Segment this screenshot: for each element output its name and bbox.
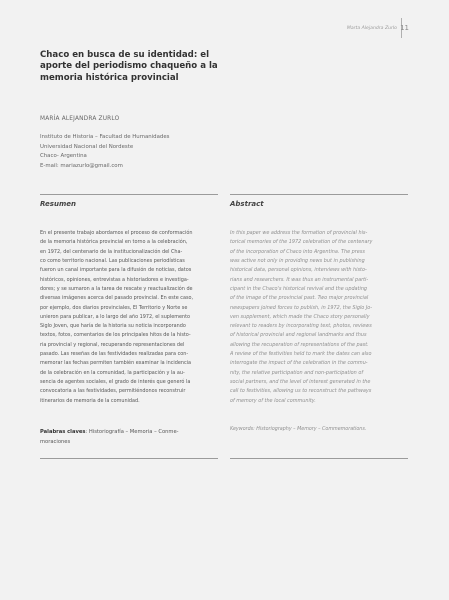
keywords-es [40, 427, 218, 447]
text-line: dores; y se sumaron a la tarea de rescate y reactualización de [40, 285, 193, 292]
resumen-bottom-rule [40, 458, 218, 459]
text-line: In this paper we address the formation of provincial his- [230, 230, 368, 236]
title-line: memoria histórica provincial [40, 72, 179, 83]
article-title [40, 50, 260, 84]
abstract-top-rule [230, 194, 408, 195]
text-line: en 1972, del centenario de la institucionalización del Cha- [40, 248, 183, 255]
running-head: Marta Alejandra Zurlo [346, 26, 397, 31]
keywords-es-label: Palabras claves [40, 429, 86, 435]
text-line: por ejemplo, dos diarios provinciales, El Territorio y Norte se [40, 304, 188, 311]
text-line: de la celebración en la comunidad, la participación y la au- [40, 369, 185, 376]
text-line: diversas imágenes acerca del pasado provincial. En este caso, [40, 295, 194, 302]
text-line: sencia de agentes sociales, el grado de interés que generó la [40, 379, 191, 385]
affiliation [40, 133, 169, 172]
text-line: of the image of the provincial past. Two major provincial [230, 295, 369, 302]
author-name: MARÍA ALEJANDRA ZURLO [40, 116, 120, 122]
author-email: E-mail: mariazurlo@gmail.com [40, 163, 123, 170]
text-line: itinerarios de memoria de la comunidad. [40, 397, 140, 404]
text-line: nity, the relative participation and non-participation of [230, 369, 364, 376]
text-line: historical data, personal opinions, interviews with histo- [230, 267, 367, 274]
resumen-body [40, 229, 218, 406]
resumen-top-rule [40, 194, 218, 195]
affiliation-line: Instituto de Historia – Facultad de Humanidades [40, 134, 170, 140]
affiliation-line: Universidad Nacional del Nordeste [40, 143, 134, 150]
text-line: allowing the recuperation of representations of the past. [230, 341, 369, 348]
text-line: interrogate the impact of the celebration in the commu- [230, 360, 368, 367]
text-line: memorar las fechas permiten también examinar la incidencia [40, 360, 191, 367]
text-line: cipant in the Chaco's historical revival and the updating [230, 285, 368, 292]
text-line: of historical provincial and regional landmarks and thus [230, 332, 367, 339]
text-line: social partners, and the level of interest generated in the [230, 379, 371, 385]
abstract-body [230, 229, 407, 406]
text-line: convocatoria a las festividades, permitiéndonos reconstruir [40, 388, 186, 395]
text-line: de la memoria histórica provincial en torno a la celebración, [40, 239, 188, 246]
text-line: torical memories of the 1972 celebration of the centenary [230, 239, 373, 246]
abstract-bottom-rule [230, 458, 408, 459]
text-line: textos, fotos, comentarios de los principales hitos de la histo- [40, 332, 191, 339]
keywords-es-text-cont: moraciones [40, 439, 71, 445]
title-line: Chaco en busca de su identidad: el [40, 50, 210, 60]
text-line: of the incorporation of Chaco into Argentina. The press [230, 248, 365, 255]
text-line: newspapers joined forces to publish, in 1972, the Siglo Jo- [230, 304, 373, 311]
abstract-heading: Abstract [230, 200, 264, 208]
text-line: A review of the festivities held to mark the dates can also [230, 351, 372, 358]
text-line: ria provincial y regional, recuperando representaciones del [40, 341, 185, 348]
text-line: rians and researchers. It was thus an instrumental parti- [230, 276, 369, 283]
text-line: relevant to readers by incorporating text, photos, reviews [230, 323, 372, 330]
resumen-heading: Resumen [40, 200, 76, 208]
page-number: 11 [400, 24, 409, 32]
title-line: aporte del periodismo chaqueño a la [40, 61, 218, 72]
text-line: ven supplement, which made the Chaco story personally [230, 313, 370, 320]
keywords-en: Keywords: Historiography – Memory – Commemorations. [230, 427, 367, 432]
text-line: unieron para publicar, a lo largo del año 1972, el suplemento [40, 313, 191, 320]
text-line: pasado. Las reseñas de las festividades realizadas para con- [40, 351, 189, 358]
text-line: was active not only in providing news but in publishing [230, 257, 365, 264]
text-line: históricos, opiniones, entrevistas a historiadores e investiga- [40, 276, 189, 283]
text-line: En el presente trabajo abordamos el proceso de conformación [40, 230, 193, 236]
text-line: of memory of the local community. [230, 397, 316, 404]
keywords-es-text: : Historiografía – Memoria – Conme- [85, 429, 179, 435]
affiliation-line: Chaco- Argentina [40, 153, 87, 160]
text-line: call to festivities, allowing us to reconstruct the pathways [230, 388, 372, 395]
text-line: co como territorio nacional. Las publicaciones periodísticas [40, 257, 185, 264]
text-line: fueron un canal importante para la difusión de noticias, datos [40, 267, 192, 274]
text-line: Siglo Joven, que haría de la historia su noticia incorporando [40, 323, 186, 330]
